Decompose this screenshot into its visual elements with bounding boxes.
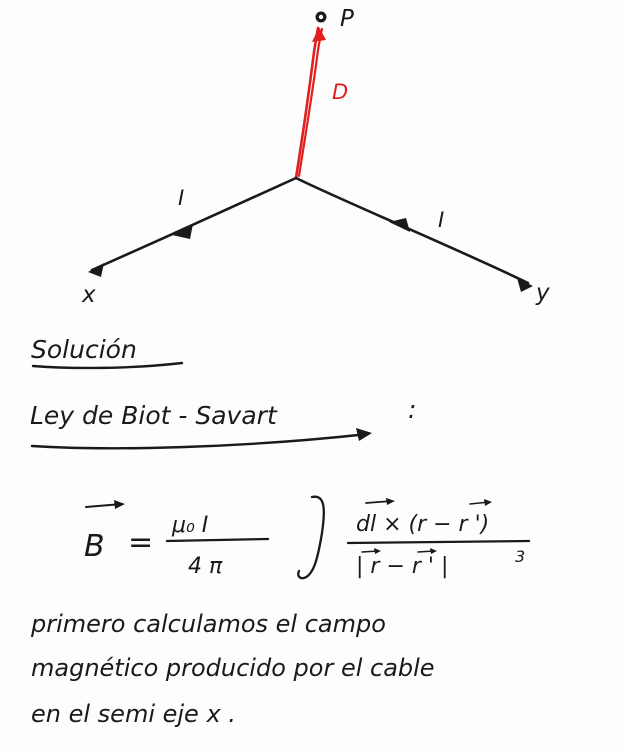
equation-denominator-exponent: 3 <box>515 547 526 566</box>
label-current-left: I <box>178 186 185 210</box>
equation-fraction-denominator: | r − r ' | <box>356 554 449 579</box>
equation-lhs-b: B <box>84 529 105 564</box>
equation-fraction-numerator: dl × (r − r ') <box>356 512 490 537</box>
heading-biot-savart-colon: : <box>408 395 417 424</box>
paragraph-line-3: en el semi eje x . <box>31 700 236 728</box>
paragraph-line-1: primero calculamos el campo <box>31 610 386 638</box>
equation-equals: = <box>128 525 154 560</box>
label-axis-x: x <box>82 282 96 308</box>
equation-prefactor-numerator: μ₀ I <box>172 513 209 538</box>
paragraph-line-2: magnético producido por el cable <box>31 654 435 682</box>
label-point-p: P <box>340 6 354 32</box>
equation-prefactor-denominator: 4 π <box>188 554 223 579</box>
heading-biot-savart: Ley de Biot - Savart <box>30 401 277 430</box>
heading-solucion: Solución <box>31 335 137 364</box>
label-axis-y: y <box>536 280 550 306</box>
label-current-right: I <box>438 208 445 232</box>
label-distance-d: D <box>332 80 349 104</box>
